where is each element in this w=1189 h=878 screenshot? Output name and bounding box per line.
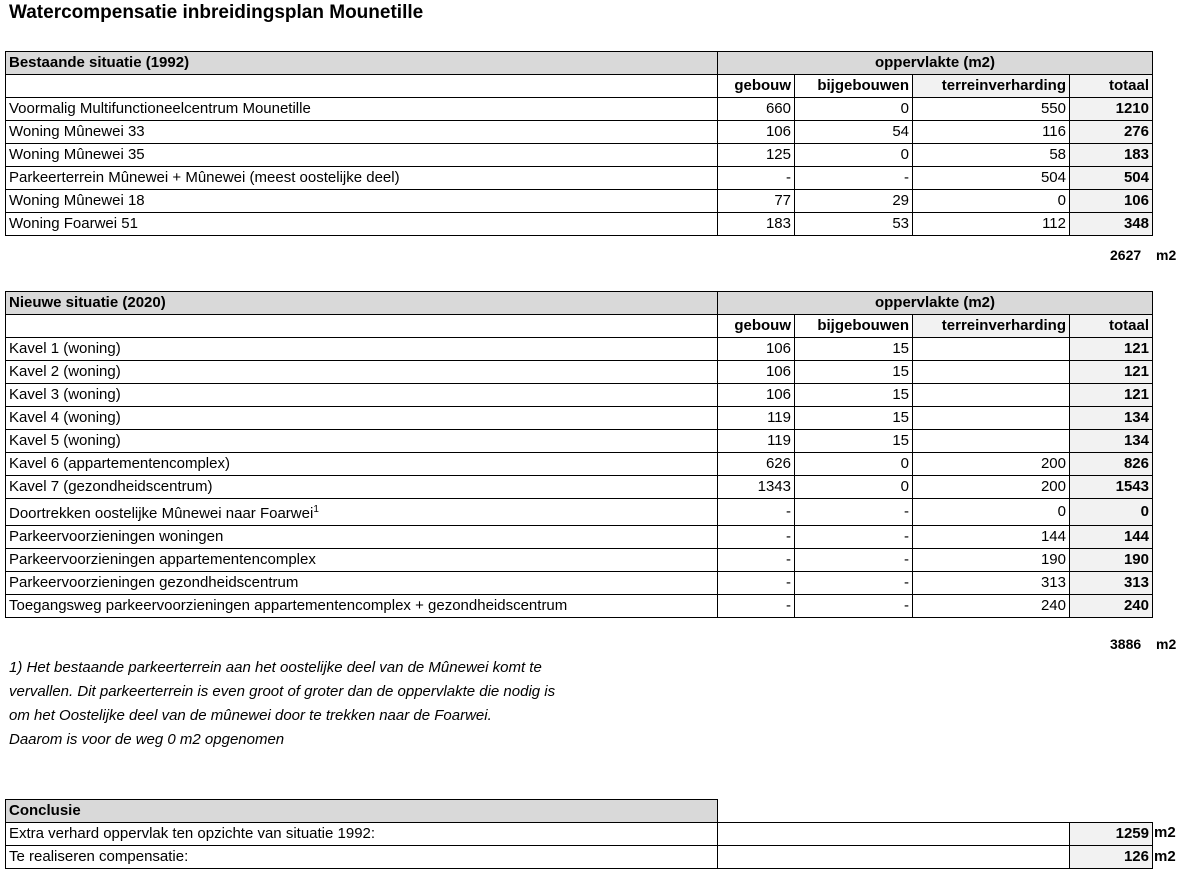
- row-label: Parkeervoorzieningen appartementencomplex: [6, 549, 718, 572]
- row-label: Toegangsweg parkeervoorzieningen appartementencomplex + gezondheidscentrum: [6, 595, 718, 618]
- cell-gebouw: -: [718, 595, 795, 618]
- row-label: Voormalig Multifunctioneelcentrum Mounetille: [6, 98, 718, 121]
- row-label: Kavel 3 (woning): [6, 384, 718, 407]
- cell-gebouw: 119: [718, 407, 795, 430]
- row-label: Woning Mûnewei 18: [6, 190, 718, 213]
- row-label: Kavel 4 (woning): [6, 407, 718, 430]
- footnote: [9, 656, 555, 752]
- row-label: Woning Foarwei 51: [6, 213, 718, 236]
- row-label: Kavel 7 (gezondheidscentrum): [6, 476, 718, 499]
- conclusion-value: 126: [1070, 846, 1153, 869]
- cell-totaal: 190: [1070, 549, 1153, 572]
- cell-gebouw: 125: [718, 144, 795, 167]
- cell-gebouw: 183: [718, 213, 795, 236]
- col-totaal: totaal: [1070, 75, 1153, 98]
- col-bijgebouwen: bijgebouwen: [795, 315, 913, 338]
- cell-bijgebouwen: -: [795, 572, 913, 595]
- cell-totaal: 183: [1070, 144, 1153, 167]
- conclusion-unit: m2: [1154, 848, 1176, 865]
- cell-bijgebouwen: 15: [795, 361, 913, 384]
- cell-totaal: 1543: [1070, 476, 1153, 499]
- table-row: [6, 476, 1153, 499]
- cell-bijgebouwen: 0: [795, 144, 913, 167]
- cell-bijgebouwen: 15: [795, 384, 913, 407]
- cell-gebouw: 106: [718, 121, 795, 144]
- footnote-ref: 1: [313, 504, 319, 515]
- col-gebouw: gebouw: [718, 315, 795, 338]
- row-label: Kavel 2 (woning): [6, 361, 718, 384]
- area-header: oppervlakte (m2): [718, 292, 1153, 315]
- row-label-text: Doortrekken oostelijke Mûnewei naar Foarwei: [9, 505, 314, 522]
- section-header: Nieuwe situatie (2020): [6, 292, 718, 315]
- cell-totaal: 121: [1070, 361, 1153, 384]
- table-row: [6, 121, 1153, 144]
- cell-bijgebouwen: -: [795, 549, 913, 572]
- cell-gebouw: -: [718, 549, 795, 572]
- cell-totaal: 348: [1070, 213, 1153, 236]
- cell-bijgebouwen: 29: [795, 190, 913, 213]
- cell-gebouw: -: [718, 572, 795, 595]
- col-gebouw: gebouw: [718, 75, 795, 98]
- new-sum-unit: m2: [1156, 636, 1177, 652]
- table-row: [6, 407, 1153, 430]
- cell-totaal: 121: [1070, 384, 1153, 407]
- cell-bijgebouwen: -: [795, 526, 913, 549]
- cell-terreinverharding: 504: [913, 167, 1070, 190]
- cell-gebouw: 77: [718, 190, 795, 213]
- section-header: Bestaande situatie (1992): [6, 52, 718, 75]
- col-terreinverharding: terreinverharding: [913, 315, 1070, 338]
- cell-terreinverharding: 550: [913, 98, 1070, 121]
- cell-totaal: 313: [1070, 572, 1153, 595]
- cell-bijgebouwen: 53: [795, 213, 913, 236]
- conclusion-unit: m2: [1154, 824, 1176, 841]
- footnote-line: om het Oostelijke deel van de mûnewei door te trekken naar de Foarwei.: [9, 707, 492, 724]
- table-row: [6, 549, 1153, 572]
- cell-totaal: 134: [1070, 407, 1153, 430]
- cell-gebouw: -: [718, 499, 795, 526]
- cell-gebouw: -: [718, 526, 795, 549]
- area-header: oppervlakte (m2): [718, 52, 1153, 75]
- cell-terreinverharding: 200: [913, 453, 1070, 476]
- cell-gebouw: 106: [718, 384, 795, 407]
- row-label: Parkeerterrein Mûnewei + Mûnewei (meest oostelijke deel): [6, 167, 718, 190]
- cell-bijgebouwen: 15: [795, 338, 913, 361]
- cell-totaal: 106: [1070, 190, 1153, 213]
- cell-terreinverharding: 240: [913, 595, 1070, 618]
- cell-bijgebouwen: -: [795, 167, 913, 190]
- table-row: [6, 361, 1153, 384]
- table-row: [6, 453, 1153, 476]
- cell-terreinverharding: [913, 384, 1070, 407]
- table-row: [6, 526, 1153, 549]
- cell-terreinverharding: 144: [913, 526, 1070, 549]
- footnote-line: 1) Het bestaande parkeerterrein aan het oostelijke deel van de Mûnewei komt te: [9, 659, 542, 676]
- existing-sum: 2627: [1110, 247, 1142, 263]
- cell-terreinverharding: 200: [913, 476, 1070, 499]
- cell-totaal: 134: [1070, 430, 1153, 453]
- footnote-line: Daarom is voor de weg 0 m2 opgenomen: [9, 731, 285, 748]
- cell-terreinverharding: [913, 430, 1070, 453]
- cell-gebouw: 106: [718, 338, 795, 361]
- row-label: Kavel 6 (appartementencomplex): [6, 453, 718, 476]
- col-totaal: totaal: [1070, 315, 1153, 338]
- conclusion-header: Conclusie: [6, 800, 718, 823]
- cell-terreinverharding: 0: [913, 190, 1070, 213]
- cell-terreinverharding: 116: [913, 121, 1070, 144]
- table-row: [6, 144, 1153, 167]
- page-title: Watercompensatie inbreidingsplan Mounetille: [9, 2, 424, 23]
- new-sum: 3886: [1110, 636, 1142, 652]
- cell-bijgebouwen: 0: [795, 476, 913, 499]
- existing-situation-table: [5, 51, 1153, 236]
- cell-bijgebouwen: -: [795, 499, 913, 526]
- row-label: Woning Mûnewei 35: [6, 144, 718, 167]
- table-row: [6, 430, 1153, 453]
- cell-terreinverharding: [913, 361, 1070, 384]
- table-row: [6, 595, 1153, 618]
- row-label: Woning Mûnewei 33: [6, 121, 718, 144]
- conclusion-value: 1259: [1070, 823, 1153, 846]
- table-row: [6, 190, 1153, 213]
- row-label: [6, 499, 718, 526]
- cell-totaal: 276: [1070, 121, 1153, 144]
- footnote-line: vervallen. Dit parkeerterrein is even groot of groter dan de oppervlakte die nodig is: [9, 683, 556, 700]
- table-row: [6, 338, 1153, 361]
- table-row: [6, 167, 1153, 190]
- cell-totaal: 0: [1070, 499, 1153, 526]
- row-label: Kavel 1 (woning): [6, 338, 718, 361]
- cell-gebouw: 1343: [718, 476, 795, 499]
- cell-totaal: 240: [1070, 595, 1153, 618]
- existing-sum-unit: m2: [1156, 247, 1177, 263]
- cell-gebouw: -: [718, 167, 795, 190]
- conclusion-label: Extra verhard oppervlak ten opzichte van situatie 1992:: [6, 823, 718, 846]
- cell-terreinverharding: 313: [913, 572, 1070, 595]
- table-row: [6, 213, 1153, 236]
- cell-totaal: 144: [1070, 526, 1153, 549]
- row-label: Parkeervoorzieningen woningen: [6, 526, 718, 549]
- new-situation-table: [5, 291, 1153, 618]
- cell-gebouw: 626: [718, 453, 795, 476]
- cell-terreinverharding: [913, 407, 1070, 430]
- row-label: Kavel 5 (woning): [6, 430, 718, 453]
- cell-bijgebouwen: 15: [795, 430, 913, 453]
- cell-totaal: 826: [1070, 453, 1153, 476]
- cell-totaal: 121: [1070, 338, 1153, 361]
- table-row: [6, 384, 1153, 407]
- cell-terreinverharding: 112: [913, 213, 1070, 236]
- col-bijgebouwen: bijgebouwen: [795, 75, 913, 98]
- table-row: [6, 499, 1153, 526]
- cell-totaal: 504: [1070, 167, 1153, 190]
- cell-terreinverharding: 0: [913, 499, 1070, 526]
- cell-gebouw: 119: [718, 430, 795, 453]
- table-row: [6, 572, 1153, 595]
- cell-gebouw: 660: [718, 98, 795, 121]
- cell-terreinverharding: [913, 338, 1070, 361]
- cell-totaal: 1210: [1070, 98, 1153, 121]
- col-terreinverharding: terreinverharding: [913, 75, 1070, 98]
- conclusion-table: [5, 799, 1153, 869]
- cell-terreinverharding: 58: [913, 144, 1070, 167]
- conclusion-label: Te realiseren compensatie:: [6, 846, 718, 869]
- cell-bijgebouwen: 54: [795, 121, 913, 144]
- table-row: [6, 98, 1153, 121]
- cell-bijgebouwen: 0: [795, 453, 913, 476]
- cell-bijgebouwen: 15: [795, 407, 913, 430]
- row-label: Parkeervoorzieningen gezondheidscentrum: [6, 572, 718, 595]
- cell-terreinverharding: 190: [913, 549, 1070, 572]
- cell-gebouw: 106: [718, 361, 795, 384]
- cell-bijgebouwen: -: [795, 595, 913, 618]
- cell-bijgebouwen: 0: [795, 98, 913, 121]
